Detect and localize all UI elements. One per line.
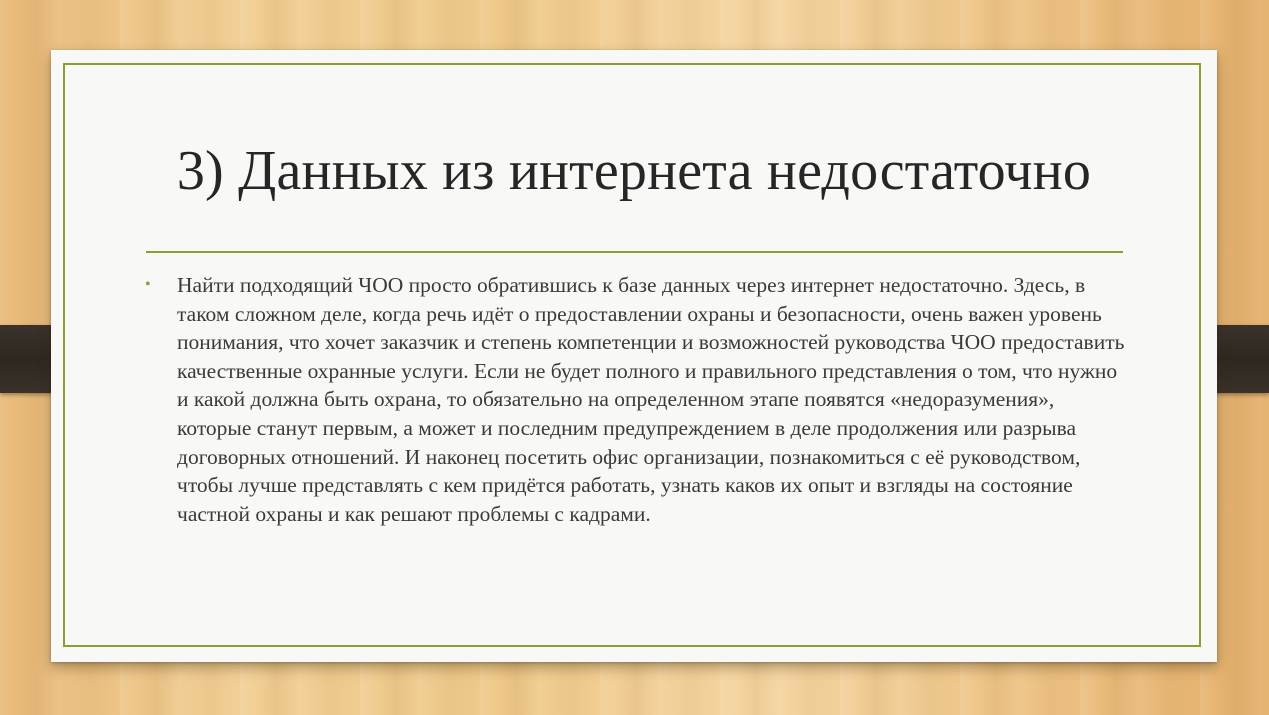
slide-title: 3) Данных из интернета недостаточно xyxy=(176,140,1092,202)
slide-card xyxy=(51,50,1217,662)
title-divider xyxy=(146,251,1123,253)
bullet-text: Найти подходящий ЧОО просто обратившись к базе данных через интернет недостаточно. Здесь, в таком сложном деле, когда речь идёт о предоставлении охраны и безопасности, очень важен уровень понимания, что хочет заказчик и степень компетенции и возможностей руководства ЧОО предоставить качественные охранные услуги. Если не будет полного и правильного представления о том, что нужно и какой должна быть охрана, то обязательно на определенном этапе появятся «недоразумения», которые станут первым, а может и последним предупреждением в деле продолжения или разрыва договорных отношений. И наконец посетить офис организации, познакомиться с её руководством, чтобы лучше представлять с кем придётся работать, узнать каков их опыт и взгляды на состояние частной охраны и как решают проблемы с кадрами. xyxy=(177,273,1125,526)
bullet-icon: • xyxy=(145,276,151,293)
bullet-item xyxy=(143,271,1128,528)
